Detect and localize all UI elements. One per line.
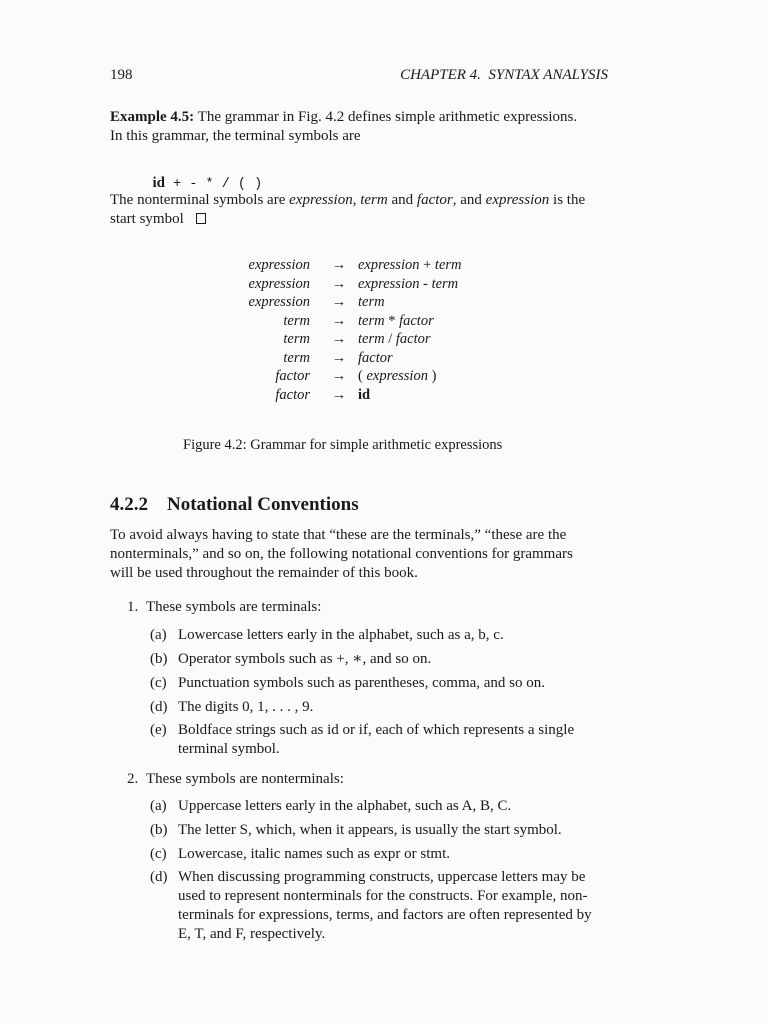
- example-text-line1: The grammar in Fig. 4.2 defines simple arithmetic expressions.: [194, 109, 578, 125]
- sublist-text: When discussing programming constructs, uppercase letters may be: [178, 869, 586, 885]
- item-2-text: These symbols are nonterminals:: [146, 771, 344, 787]
- sublist-label: (a): [150, 627, 167, 643]
- grammar-figure: [0, 257, 768, 417]
- item-1-number: 1.: [127, 599, 139, 615]
- production-rhs: ( expression ): [358, 368, 437, 384]
- production-lhs: term: [283, 331, 310, 347]
- sublist-text: Operator symbols such as +, ∗, and so on.: [178, 651, 432, 667]
- sublist-label: (c): [150, 675, 167, 691]
- example-label: Example 4.5:: [110, 109, 195, 125]
- sublist-label: (e): [150, 722, 167, 738]
- production-arrow: →: [331, 349, 347, 366]
- sublist-text: Lowercase letters early in the alphabet, such as a, b, c.: [178, 627, 504, 643]
- production-arrow: →: [331, 312, 347, 329]
- section-number: 4.2.2: [110, 494, 148, 515]
- sublist-label: (a): [150, 798, 167, 814]
- production-lhs: expression: [248, 294, 310, 310]
- sublist-text: The digits 0, 1, . . . , 9.: [178, 699, 314, 715]
- production-lhs: factor: [275, 386, 310, 403]
- sublist-text: terminals for expressions, terms, and factors are often represented by: [178, 907, 592, 923]
- production-rhs: expression + term: [358, 257, 462, 273]
- production-rhs: factor: [358, 349, 393, 366]
- item-1-text: These symbols are terminals:: [146, 599, 322, 615]
- sublist-text: E, T, and F, respectively.: [178, 926, 326, 942]
- sublist-text: terminal symbol.: [178, 741, 280, 757]
- item-2-number: 2.: [127, 771, 139, 787]
- production-arrow: →: [331, 331, 347, 347]
- production-rhs: term / factor: [358, 331, 431, 347]
- example-paragraph: [110, 108, 610, 146]
- production-lhs: expression: [248, 275, 310, 292]
- sublist-text: Punctuation symbols such as parentheses, comma, and so on.: [178, 675, 546, 691]
- sublist-text: Uppercase letters early in the alphabet, such as A, B, C.: [178, 798, 512, 814]
- sublist-text: The letter S, which, when it appears, is usually the start symbol.: [178, 822, 562, 838]
- figure-caption: Figure 4.2: Grammar for simple arithmetic expressions: [183, 437, 503, 453]
- sublist-label: (c): [150, 846, 167, 862]
- sublist-text: Boldface strings such as id or if, each of which represents a single: [178, 722, 575, 738]
- intro-line: will be used throughout the remainder of this book.: [110, 565, 418, 581]
- sublist-text: used to represent nonterminals for the constructs. For example, non-: [178, 888, 588, 904]
- intro-line: nonterminals,” and so on, the following notational conventions for grammars: [110, 546, 573, 562]
- production-rhs: expression - term: [358, 275, 459, 292]
- sublist-label: (b): [150, 651, 168, 667]
- production-rhs: id: [358, 386, 371, 403]
- section-heading: [110, 494, 359, 516]
- production-arrow: →: [331, 386, 347, 403]
- sublist-label: (b): [150, 822, 168, 838]
- section-intro: [110, 526, 620, 583]
- production-arrow: →: [331, 368, 347, 384]
- section-title: Notational Conventions: [167, 494, 359, 515]
- example-text-line2: In this grammar, the terminal symbols are: [110, 128, 361, 144]
- page-number: 198: [110, 67, 133, 83]
- start-symbol-text: start symbol: [110, 211, 184, 227]
- sublist-label: (d): [150, 869, 168, 885]
- intro-line: To avoid always having to state that “these are the terminals,” “these are the: [110, 527, 567, 543]
- production-rhs: term: [358, 294, 385, 310]
- sublist-text: Lowercase, italic names such as expr or stmt.: [178, 846, 450, 862]
- production-lhs: term: [283, 312, 310, 329]
- terminal-symbols: id + - * / ( ): [152, 175, 263, 192]
- end-of-example-box-icon: [196, 213, 206, 224]
- production-arrow: →: [331, 257, 347, 273]
- running-title: CHAPTER 4. SYNTAX ANALYSIS: [400, 67, 608, 83]
- production-lhs: factor: [275, 368, 310, 384]
- production-arrow: →: [331, 294, 347, 310]
- production-lhs: term: [283, 349, 310, 366]
- production-rhs: term * factor: [358, 312, 434, 329]
- production-lhs: expression: [248, 257, 310, 273]
- nonterminal-paragraph: The nonterminal symbols are expression, term and factor, and expression is the start symbol: [110, 192, 586, 227]
- production-arrow: →: [331, 275, 347, 292]
- sublist-label: (d): [150, 699, 168, 715]
